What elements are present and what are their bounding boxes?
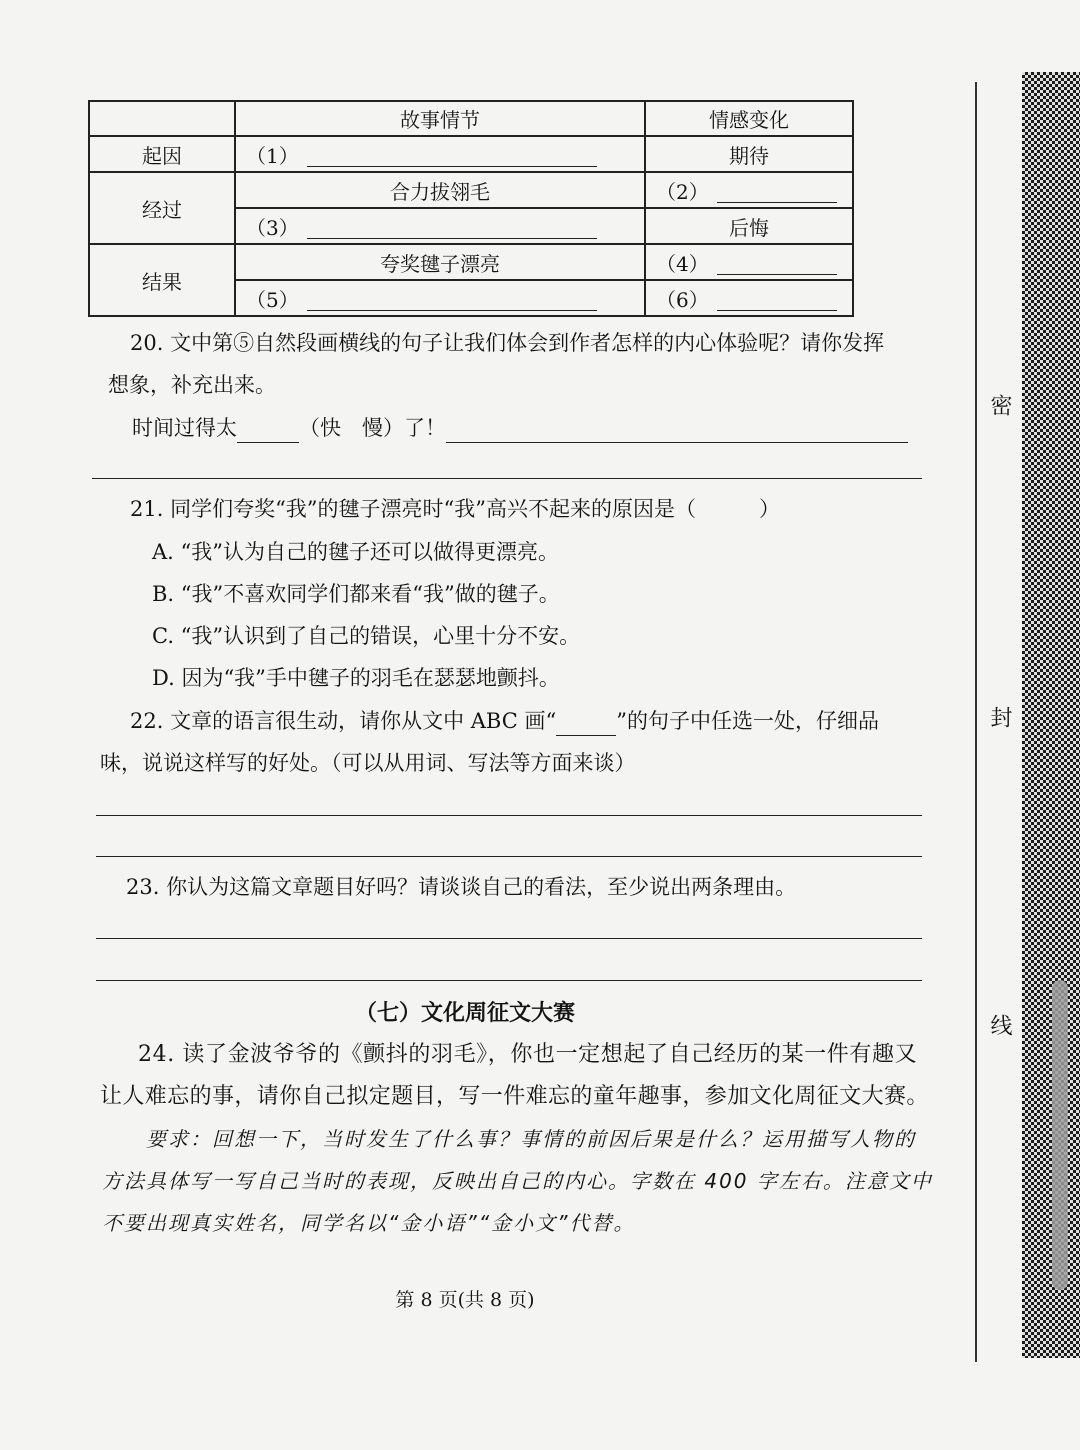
- blank-1-line[interactable]: [307, 148, 597, 167]
- blank-6-number: （6）: [656, 287, 709, 312]
- binding-line: [975, 82, 977, 1362]
- binding-char-xian: 线: [987, 1014, 1012, 1036]
- binding-char-feng: 封: [987, 706, 1012, 728]
- blank-4-line[interactable]: [717, 256, 837, 275]
- q21-stem: 21. 同学们夸奖“我”的毽子漂亮时“我”高兴不起来的原因是（ ）: [130, 497, 781, 521]
- blank-5-number: （5）: [246, 287, 299, 312]
- q22-underline-sample: [556, 717, 616, 736]
- blank-6-line[interactable]: [717, 292, 837, 311]
- table-row-result-1: [89, 244, 853, 280]
- q24-line1: 24. 读了金波爷爷的《颤抖的羽毛》，你也一定想起了自己经历的某一件有趣又: [138, 1042, 918, 1067]
- plot-pull-feathers: 合力拔翎毛: [235, 172, 645, 208]
- blank-4-number: （4）: [656, 251, 709, 276]
- blank-1[interactable]: [235, 136, 645, 172]
- row-label-process: 经过: [89, 172, 235, 244]
- blank-3-number: （3）: [246, 215, 299, 240]
- q22-line1: 22. 文章的语言很生动，请你从文中 ABC 画“ ”的句子中任选一处，仔细品: [130, 706, 879, 736]
- q21-option-a[interactable]: A. “我”认为自己的毽子还可以做得更漂亮。: [152, 540, 559, 564]
- q23-answer-line-2[interactable]: [96, 980, 922, 981]
- q23-stem: 23. 你认为这篇文章题目好吗？请谈谈自己的看法，至少说出两条理由。: [126, 875, 797, 899]
- q20-blank-answer[interactable]: [446, 422, 908, 443]
- q21-option-c[interactable]: C. “我”认识到了自己的错误，心里十分不安。: [152, 624, 581, 648]
- q23-answer-line-1[interactable]: [96, 938, 922, 939]
- blank-2-number: （2）: [656, 179, 709, 204]
- table-row-process-1: [89, 172, 853, 208]
- blank-5-line[interactable]: [307, 292, 597, 311]
- emotion-expectation: 期待: [645, 136, 853, 172]
- q20-line1: 20. 文中第⑤自然段画横线的句子让我们体会到作者怎样的内心体验呢？请你发挥: [130, 331, 885, 355]
- blank-3-line[interactable]: [307, 220, 597, 239]
- table-row-cause: [89, 136, 853, 172]
- q21-option-b[interactable]: B. “我”不喜欢同学们都来看“我”做的毽子。: [152, 582, 560, 606]
- blank-3[interactable]: [235, 208, 645, 244]
- section-title: （七）文化周征文大赛: [354, 1000, 575, 1026]
- story-emotion-table: [88, 100, 854, 317]
- q20-fill-prefix: 时间过得太: [132, 416, 237, 440]
- binding-char-mi: 密: [987, 394, 1012, 416]
- plot-praise-shuttlecock: 夸奖毽子漂亮: [235, 244, 645, 280]
- table-header-row: [89, 101, 853, 136]
- q20-fill: [132, 413, 908, 443]
- blank-1-number: （1）: [246, 143, 299, 168]
- blank-4[interactable]: [645, 244, 853, 280]
- table-header-corner: [89, 101, 235, 136]
- emotion-regret: 后悔: [645, 208, 853, 244]
- blank-5[interactable]: [235, 280, 645, 316]
- scrollbar-thumb[interactable]: [1052, 980, 1068, 1290]
- q22-answer-line-2[interactable]: [96, 856, 922, 857]
- q22-line2: 味，说说这样写的好处。（可以从用词、写法等方面来谈）: [100, 751, 636, 775]
- q24-line2: 让人难忘的事，请你自己拟定题目，写一件难忘的童年趣事，参加文化周征文大赛。: [100, 1084, 929, 1109]
- q22-answer-line-1[interactable]: [96, 815, 922, 816]
- checkered-border-pattern: [1022, 72, 1080, 1358]
- q20-line2: 想象，补充出来。: [108, 373, 276, 397]
- q20-answer-line[interactable]: [92, 478, 922, 479]
- row-label-result: 结果: [89, 244, 235, 316]
- blank-2[interactable]: [645, 172, 853, 208]
- q21-option-d[interactable]: D. 因为“我”手中毽子的羽毛在瑟瑟地颤抖。: [152, 666, 560, 690]
- q20-fill-choice: （快 慢）了！: [299, 416, 446, 440]
- table-header-plot: 故事情节: [235, 101, 645, 136]
- blank-6[interactable]: [645, 280, 853, 316]
- row-label-cause: 起因: [89, 136, 235, 172]
- q24-requirement-1: 要求：回想一下，当时发生了什么事？事情的前因后果是什么？运用描写人物的: [146, 1127, 916, 1151]
- blank-2-line[interactable]: [717, 184, 837, 203]
- q24-requirement-2: 方法具体写一写自己当时的表现，反映出自己的内心。字数在 400 字左右。注意文中: [102, 1169, 933, 1193]
- table-header-emotion: 情感变化: [645, 101, 853, 136]
- page-number: 第 8 页(共 8 页): [395, 1289, 535, 1311]
- q20-blank-speed[interactable]: [237, 422, 299, 443]
- q24-requirement-3: 不要出现真实姓名，同学名以“金小语”“金小文”代替。: [102, 1211, 636, 1235]
